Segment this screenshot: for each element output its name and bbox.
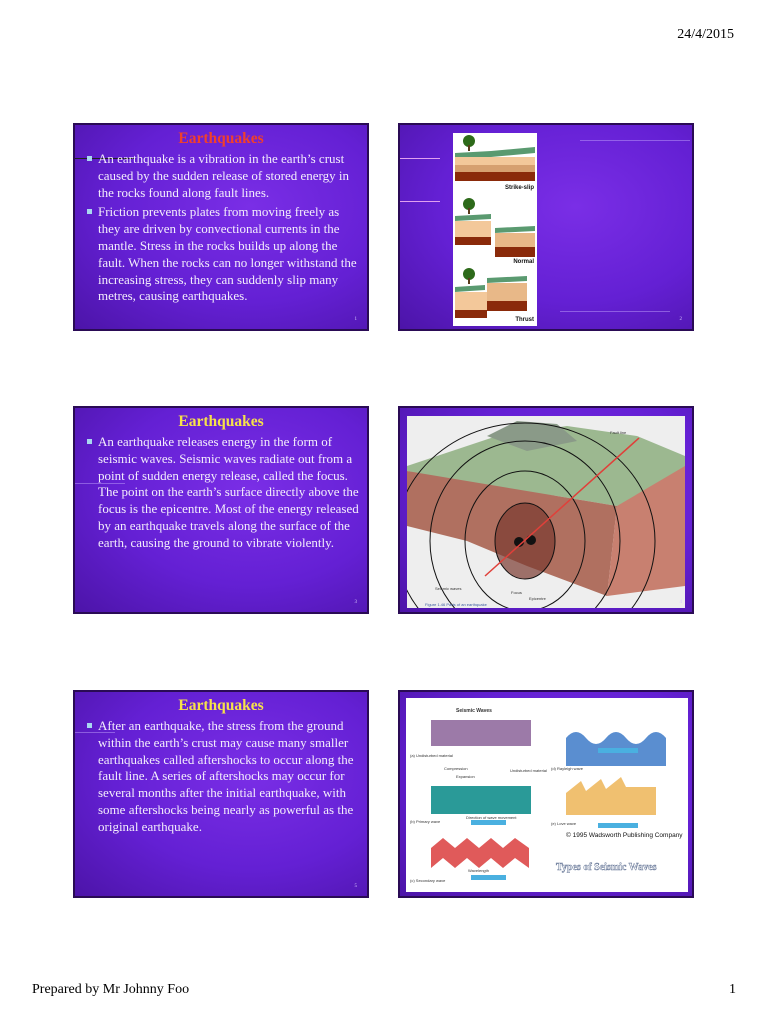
label-seismic-waves: Seismic waves [435, 586, 462, 591]
bullet-list [85, 434, 359, 555]
figure-caption: Figure 1.46 Parts of an earthquake [425, 602, 487, 607]
slide-number: 2 [679, 317, 682, 322]
credit: © 1995 Wadsworth Publishing Company [566, 832, 683, 839]
bullet: After an earthquake, the stress from the ground within the earth’s crust may cause many smaller earthquakes called aftershocks to occur along the fault line. A series of aftershocks may occur for several months after the initial earthquake, with some aftershocks being nearly as powerful as the original earthquake. [85, 718, 359, 836]
footer-author: Prepared by Mr Johnny Foo [32, 982, 190, 997]
label-love-wave: (e) Love wave [551, 821, 577, 826]
label-primary-wave: (b) Primary wave [410, 819, 441, 824]
label-undisturbed: Undisturbed material [510, 768, 547, 773]
figure-heading: Seismic Waves [456, 708, 492, 714]
strike-slip-block [455, 135, 535, 181]
label-epicentre: Epicentre [529, 596, 546, 601]
slide-6 [398, 690, 694, 898]
earthquake-figure [407, 416, 685, 608]
seismic-waves-figure [406, 698, 688, 892]
date: 24/4/2015 [677, 27, 734, 42]
slide-3 [73, 406, 369, 614]
slide-number: 1 [354, 317, 357, 322]
normal-block [455, 198, 535, 257]
label-thrust: Thrust [515, 317, 534, 323]
slide-number: 3 [354, 600, 357, 605]
label-wavelength: Wavelength [468, 868, 489, 873]
slide-title: Earthquakes [178, 697, 264, 714]
fault-types-figure [453, 133, 537, 326]
slide-1 [73, 123, 369, 331]
page-number: 1 [729, 982, 736, 997]
label-secondary-wave: (c) Secondary wave [410, 878, 446, 883]
slide-number: 4 [679, 600, 682, 605]
fault-diagram [453, 133, 537, 326]
label-expansion: Expansion [456, 774, 475, 779]
slide-number: 5 [354, 884, 357, 889]
label-focus: Focus [511, 590, 522, 595]
label-direction: Direction of wave movement [466, 815, 517, 820]
label-rayleigh-wave: (d) Rayleigh wave [551, 766, 584, 771]
earthquake-diagram [407, 416, 685, 608]
thrust-block [455, 268, 527, 318]
label-undisturbed-material: (a) Undisturbed material [410, 753, 453, 758]
slide-4 [398, 406, 694, 614]
label-compression: Compression [444, 766, 468, 771]
figure-title: Types of Seismic Waves [556, 862, 657, 873]
slide-title: Earthquakes [178, 130, 264, 147]
slide-5 [73, 690, 369, 898]
label-strike-slip: Strike-slip [504, 185, 534, 191]
slide-2 [398, 123, 694, 331]
bullet: Friction prevents plates from moving freely as they are driven by convectional currents in the mantle. Stress in the rocks builds up along the fault. When the rocks can no longer withstand the increasing stress, they can suddenly slip many metres, causing earthquakes. [85, 204, 359, 305]
bullet-list [85, 151, 359, 308]
bullet: An earthquake releases energy in the form of seismic waves. Seismic waves radiate out from a point of sudden energy release, called the focus. The point on the earth’s surface directly above the focus is the epicentre. Most of the energy released by an earthquake travels along the surface of the earth, causing the ground to vibrate violently. [85, 434, 359, 552]
slide-title: Earthquakes [178, 413, 264, 430]
bullet-list [85, 718, 359, 839]
label-normal: Normal [513, 259, 534, 265]
label-fault-line: Fault line [610, 430, 627, 435]
bullet: An earthquake is a vibration in the earth’s crust caused by the sudden release of stored energy in the rocks found along fault lines. [85, 151, 359, 201]
